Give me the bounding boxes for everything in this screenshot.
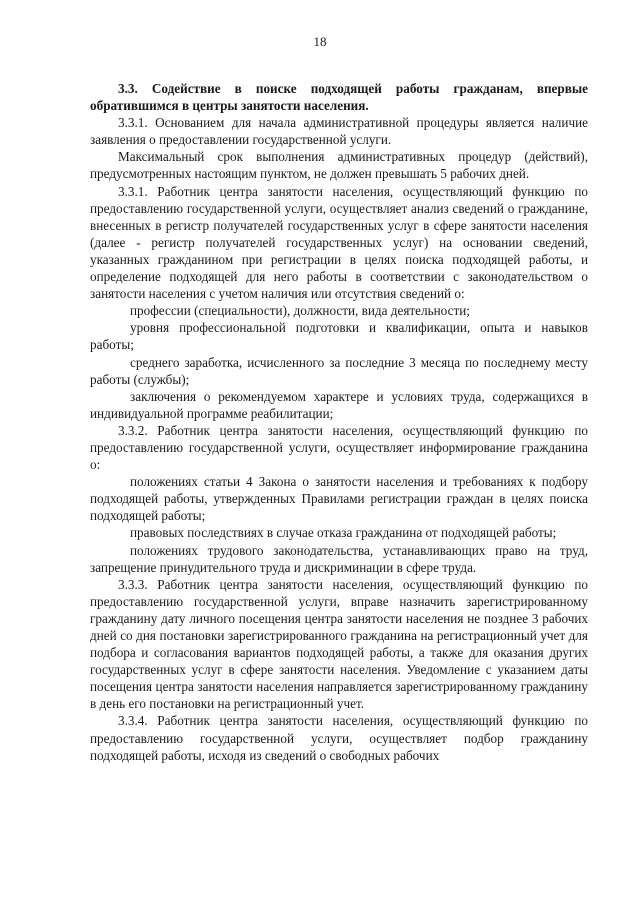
document-body xyxy=(90,80,588,764)
list-item: среднего заработка, исчисленного за последние 3 месяца по последнему месту работы (службы); xyxy=(90,354,588,387)
page-number: 18 xyxy=(313,34,327,49)
paragraph: 3.3.3. Работник центра занятости населения, осуществляющий функцию по предоставлению государственной услуги, вправе назначить зарегистрированному гражданину дату личного посещения центра занятости населения не позднее 3 рабочих дней со дня постановки зарегистрированного гражданина на регистрационный учет для подбора и согласования вариантов подходящей работы, а также для оказания других государственных услуг в сфере занятости населения. Уведомление с указанием даты посещения центра занятости населения направляется зарегистрированному гражданину в день его постановки на регистрационный учет. xyxy=(90,576,588,712)
paragraph: Максимальный срок выполнения административных процедур (действий), предусмотренных настоящим пунктом, не должен превышать 5 рабочих дней. xyxy=(90,149,588,182)
list-item: профессии (специальности), должности, вида деятельности; xyxy=(130,303,470,319)
paragraph: 3.3.1. Работник центра занятости населения, осуществляющий функцию по предоставлению государственной услуги, осуществляет анализ сведений о гражданине, внесенных в регистр получателей государственных услуг в сфере занятости населения (далее - регистр получателей государственных услуг) на основании сведений, указанных гражданином при регистрации в целях поиска подходящей работы, и определение подходящей для него работы в соответствии с законодательством о занятости населения с учетом наличия или отсутствия сведений о: xyxy=(90,183,588,302)
paragraph: 3.3.4. Работник центра занятости населения, осуществляющий функцию по предоставлению государственной услуги, осуществляет подбор гражданину подходящей работы, исходя из сведений о свободных рабочих xyxy=(90,713,588,763)
list-item: правовых последствиях в случае отказа гражданина от подходящей работы; xyxy=(130,525,557,541)
list-item: заключения о рекомендуемом характере и условиях труда, содержащихся в индивидуальной программе реабилитации; xyxy=(90,388,588,421)
paragraph: 3.3.2. Работник центра занятости населения, осуществляющий функцию по предоставлению государственной услуги, осуществляет информирование гражданина о: xyxy=(90,422,588,473)
list-item: уровня профессиональной подготовки и квалификации, опыта и навыков работы; xyxy=(90,320,588,353)
list-item: положениях статьи 4 Закона о занятости населения и требованиях к подбору подходящей работы, утвержденных Правилами регистрации граждан в целях поиска подходящей работы; xyxy=(90,474,588,524)
section-heading: 3.3. Содействие в поиске подходящей работы гражданам, впервые обратившимся в центры занятости населения. xyxy=(90,81,588,114)
list-item: положениях трудового законодательства, устанавливающих право на труд, запрещение принудительного труда и дискриминации в сфере труда. xyxy=(90,542,588,575)
paragraph: 3.3.1. Основанием для начала административной процедуры является наличие заявления о предоставлении государственной услуги. xyxy=(90,115,588,148)
